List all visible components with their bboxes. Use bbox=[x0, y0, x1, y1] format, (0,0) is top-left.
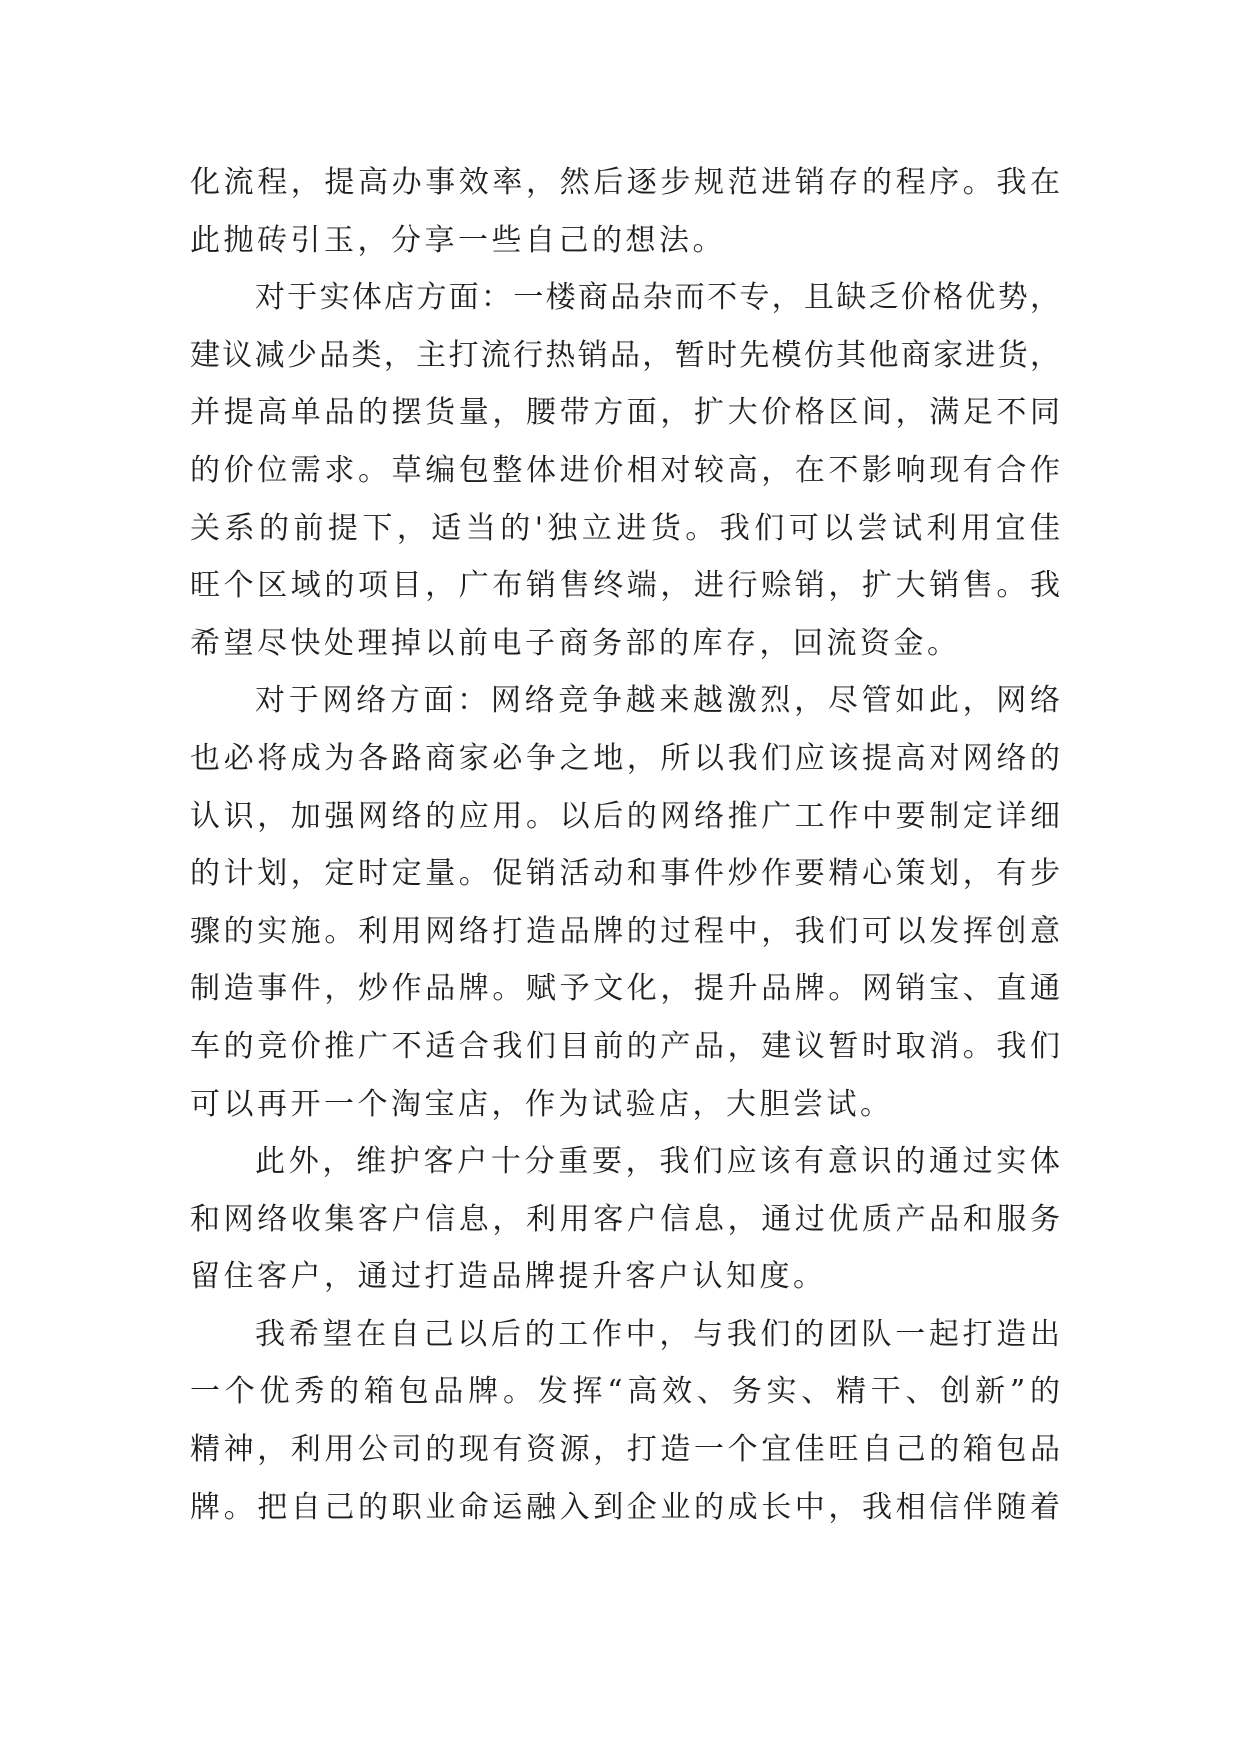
paragraph-4 bbox=[190, 1133, 1060, 1306]
paragraph-2 bbox=[190, 269, 1060, 672]
text-line: 骤的实施。利用网络打造品牌的过程中，我们可以发挥创意 bbox=[190, 913, 1060, 949]
paragraph-3 bbox=[190, 672, 1060, 1133]
text-line: 一个优秀的箱包品牌。发挥“高效、务实、精干、创新”的 bbox=[190, 1374, 1060, 1410]
text-line: 并提高单品的摆货量，腰带方面，扩大价格区间，满足不同 bbox=[190, 395, 1060, 431]
text-line: 留住客户，通过打造品牌提升客户认知度。 bbox=[190, 1259, 827, 1295]
document-body bbox=[190, 154, 1060, 1536]
text-line: 制造事件，炒作品牌。赋予文化，提升品牌。网销宝、直通 bbox=[190, 971, 1060, 1007]
text-line: 车的竞价推广不适合我们目前的产品，建议暂时取消。我们 bbox=[190, 1028, 1060, 1064]
text-line: 旺个区域的项目，广布销售终端，进行赊销，扩大销售。我 bbox=[190, 568, 1060, 604]
text-line: 此外，维护客户十分重要，我们应该有意识的通过实体 bbox=[255, 1144, 1060, 1180]
text-line: 希望尽快处理掉以前电子商务部的库存，回流资金。 bbox=[190, 625, 961, 661]
text-line: 对于网络方面：网络竞争越来越激烈，尽管如此，网络 bbox=[255, 683, 1060, 719]
text-line: 精神，利用公司的现有资源，打造一个宜佳旺自己的箱包品 bbox=[190, 1432, 1060, 1468]
text-line: 我希望在自己以后的工作中，与我们的团队一起打造出 bbox=[255, 1316, 1060, 1352]
text-line: 也必将成为各路商家必争之地，所以我们应该提高对网络的 bbox=[190, 740, 1060, 776]
text-line: 牌。把自己的职业命运融入到企业的成长中，我相信伴随着 bbox=[190, 1489, 1060, 1525]
paragraph-5 bbox=[190, 1306, 1060, 1536]
text-line: 化流程，提高办事效率，然后逐步规范进销存的程序。我在 bbox=[190, 165, 1060, 200]
text-line: 对于实体店方面：一楼商品杂而不专，且缺乏价格优势， bbox=[255, 280, 1060, 316]
paragraph-1 bbox=[190, 154, 1060, 269]
text-line: 的价位需求。草编包整体进价相对较高，在不影响现有合作 bbox=[190, 452, 1060, 488]
text-line: 认识，加强网络的应用。以后的网络推广工作中要制定详细 bbox=[190, 798, 1060, 834]
text-line: 关系的前提下，适当的'独立进货。我们可以尝试利用宜佳 bbox=[190, 510, 1060, 546]
text-line: 的计划，定时定量。促销活动和事件炒作要精心策划，有步 bbox=[190, 856, 1060, 892]
text-line: 此抛砖引玉，分享一些自己的想法。 bbox=[190, 222, 726, 258]
text-line: 可以再开一个淘宝店，作为试验店，大胆尝试。 bbox=[190, 1086, 894, 1122]
text-line: 建议减少品类，主打流行热销品，暂时先模仿其他商家进货， bbox=[190, 337, 1060, 373]
text-line: 和网络收集客户信息，利用客户信息，通过优质产品和服务 bbox=[190, 1201, 1060, 1237]
